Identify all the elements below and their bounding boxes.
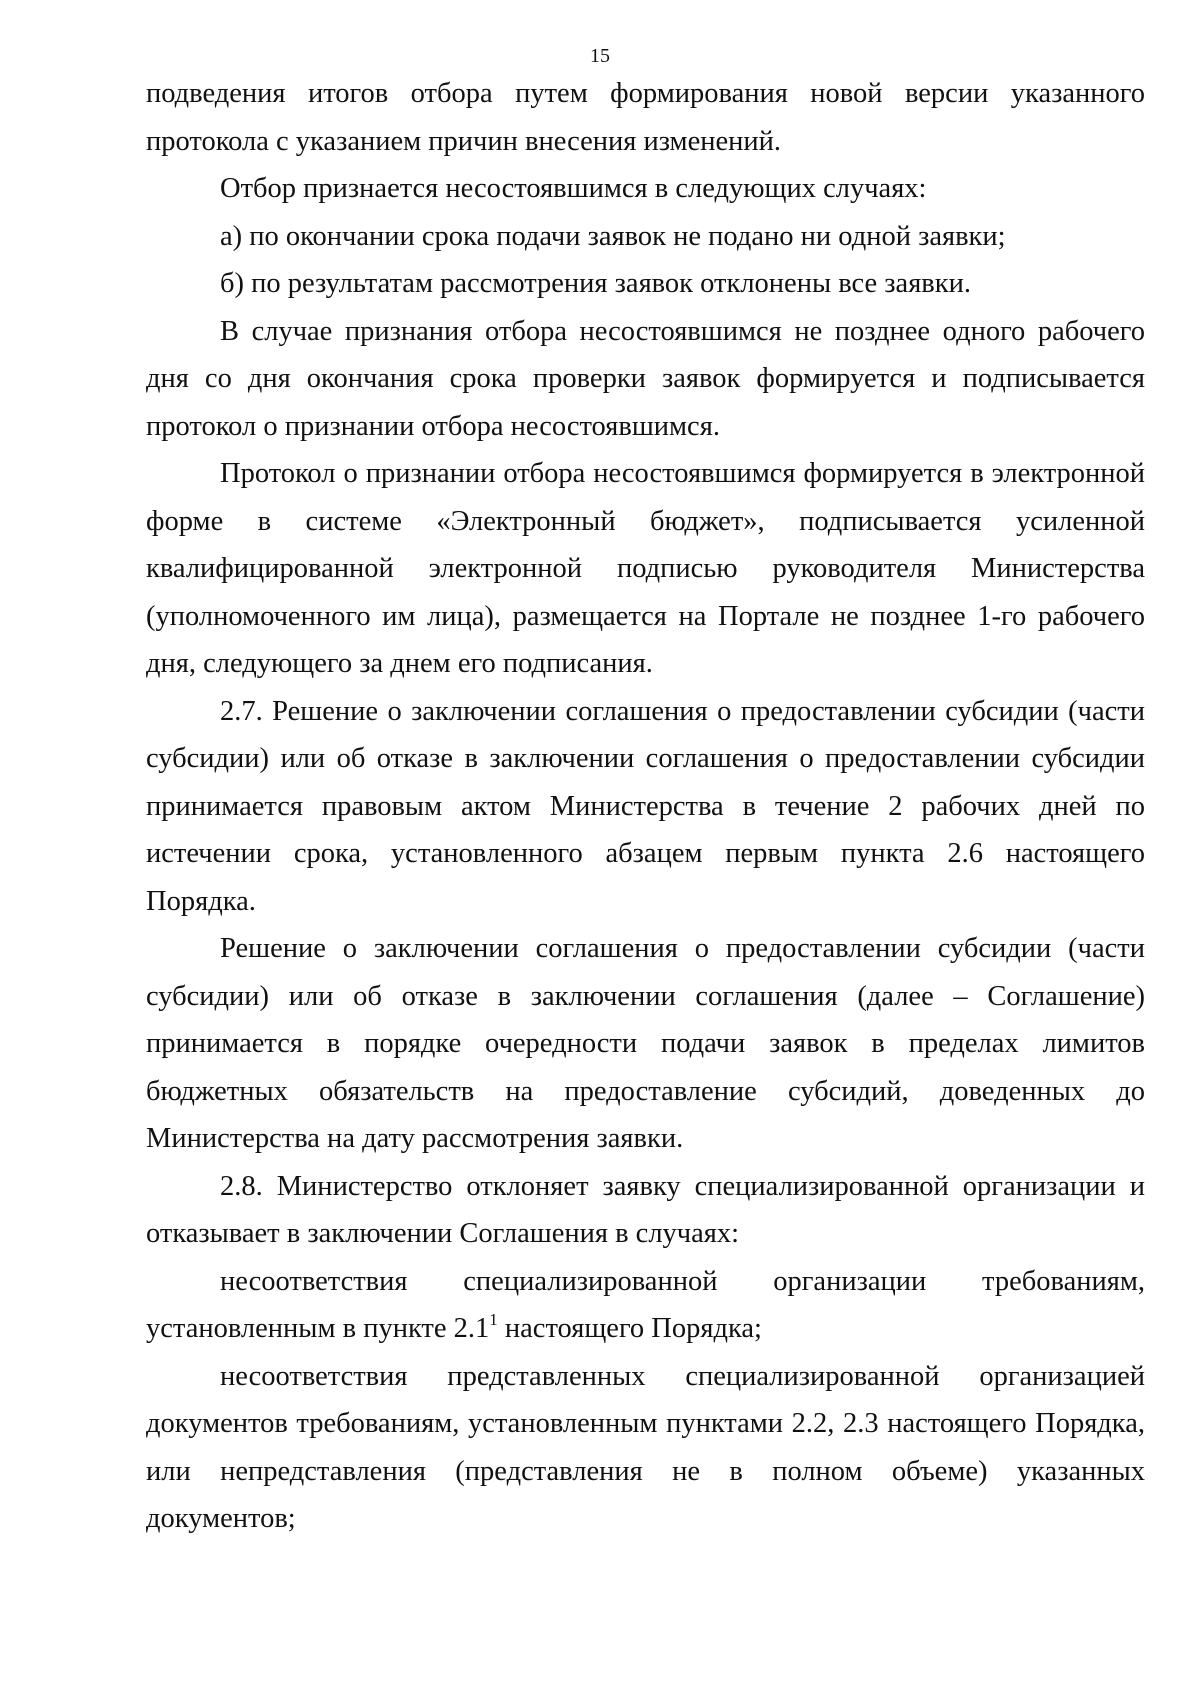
paragraph-10-tail: настоящего Порядка; <box>497 1313 762 1344</box>
paragraph-3: а) по окончании срока подачи заявок не подано ни одной заявки; <box>220 220 1006 252</box>
paragraph-6: Протокол о признании отбора несостоявшимся формируется в электронной форме в системе «Электронный бюджет», подписывается усиленной квалифицированной электронной подписью руководителя Министерства (уполномоченного им лица), размещается на Портале не позднее 1-го рабочего дня, следующего за днем его подписания. <box>146 458 1145 679</box>
paragraph-8: Решение о заключении соглашения о предоставлении субсидии (части субсидии) или об отказе в заключении соглашения (далее – Соглашение) принимается в порядке очередности подачи заявок в пределах лимитов бюджетных обязательств на предоставление субсидий, доведенных до Министерства на дату рассмотрения заявки. <box>146 933 1145 1154</box>
paragraph-10 <box>146 1258 1145 1353</box>
paragraph-2: Отбор признается несостоявшимся в следующих случаях: <box>220 173 927 204</box>
paragraph-7: 2.7. Решение о заключении соглашения о предоставлении субсидии (части субсидии) или об отказе в заключении соглашения о предоставлении субсидии принимается правовым актом Министерства в течение 2 рабочих дней по истечении срока, установленного абзацем первым пункта 2.6 настоящего Порядка. <box>146 695 1145 917</box>
superscript: 1 <box>489 1310 498 1329</box>
paragraph-10-text: несоответствия специализированной организации требованиям, установленным в пункте 2.1 <box>146 1265 1145 1344</box>
paragraph-5: В случае признания отбора несостоявшимся не позднее одного рабочего дня со дня окончания срока проверки заявок формируется и подписывается протокол о признании отбора несостоявшимся. <box>146 315 1145 442</box>
paragraph-1: подведения итогов отбора путем формирования новой версии указанного протокола с указанием причин внесения изменений. <box>146 78 1145 157</box>
document-body <box>146 70 1145 1543</box>
paragraph-4: б) по результатам рассмотрения заявок отклонены все заявки. <box>220 268 971 299</box>
page-number: 15 <box>590 45 610 67</box>
paragraph-11: несоответствия представленных специализированной организацией документов требованиям, установленным пунктами 2.2, 2.3 настоящего Порядка, или непредставления (представления не в полном объеме) указанных документов; <box>146 1360 1145 1534</box>
paragraph-9: 2.8. Министерство отклоняет заявку специализированной организации и отказывает в заключении Соглашения в случаях: <box>146 1170 1145 1249</box>
